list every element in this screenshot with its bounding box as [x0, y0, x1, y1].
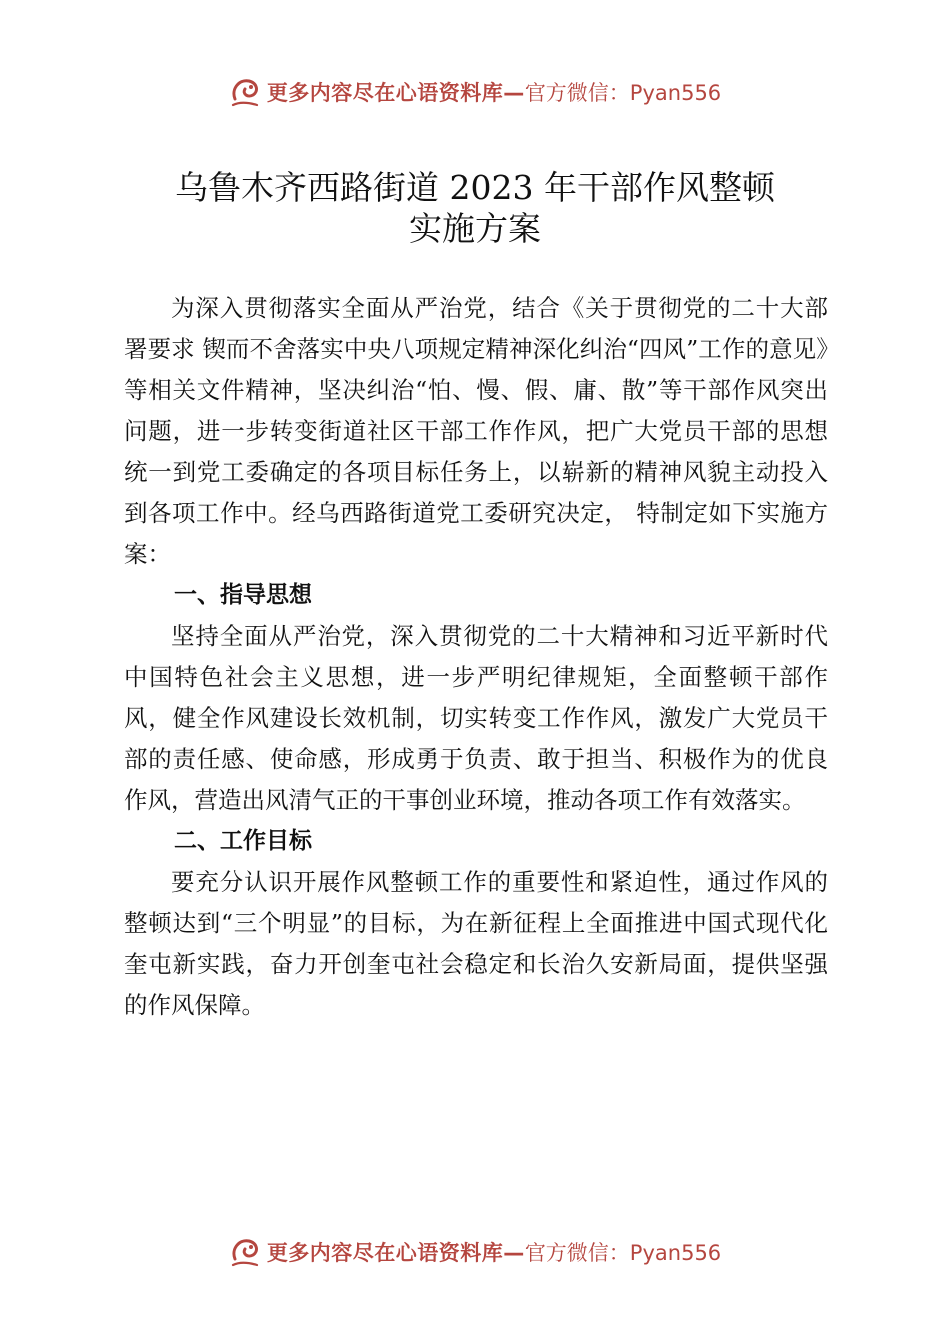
red-swirl-logo-icon [229, 1235, 263, 1269]
section-heading-work-goals: 二、工作目标 [174, 828, 312, 854]
document-title-line-2: 实施方案 [409, 209, 541, 248]
footer-watermark-banner [0, 1232, 950, 1272]
banner-wechat: 官方微信：Pyan556 [524, 1241, 722, 1265]
intro-paragraph: 为深入贯彻落实全面从严治党，结合《关于贯彻党的二十大部署要求 锲而不舍落实中央八项规定精神深化纠治“四风”工作的意见》等相关文件精神，坚决纠治“怕、慢、假、庸、散”等干部作风突出问题，进一步转变街道社区干部工作作风，把广大党员干部的思想统一到党工委确定的各项目标任务上，以崭新的精神风貌主动投入到各项工作中。经乌西路街道党工委研究决定， 特制定如下实施方案： [124, 294, 828, 568]
banner-text: 更多内容尽在心语资料库— [266, 1241, 525, 1265]
section-heading-guiding-ideology: 一、指导思想 [174, 582, 312, 608]
section-paragraph-work-goals: 要充分认识开展作风整顿工作的重要性和紧迫性，通过作风的整顿达到“三个明显”的目标，为在新征程上全面推进中国式现代化奎屯新实践，奋力开创奎屯社会稳定和长治久安新局面，提供坚强的作风保障。 [124, 868, 828, 1019]
red-swirl-logo-icon [229, 75, 263, 109]
header-watermark-banner [0, 72, 950, 112]
banner-text: 更多内容尽在心语资料库— [266, 81, 525, 105]
document-title-line-1: 乌鲁木齐西路街道 2023 年干部作风整顿 [175, 168, 775, 207]
banner-wechat: 官方微信：Pyan556 [524, 81, 722, 105]
document-body [124, 288, 828, 1026]
section-paragraph-guiding-ideology: 坚持全面从严治党，深入贯彻党的二十大精神和习近平新时代中国特色社会主义思想，进一步严明纪律规矩，全面整顿干部作风，健全作风建设长效机制，切实转变工作作风，激发广大党员干部的责任感、使命感，形成勇于负责、敢于担当、积极作为的优良作风，营造出风清气正的干事创业环境，推动各项工作有效落实。 [124, 622, 828, 814]
